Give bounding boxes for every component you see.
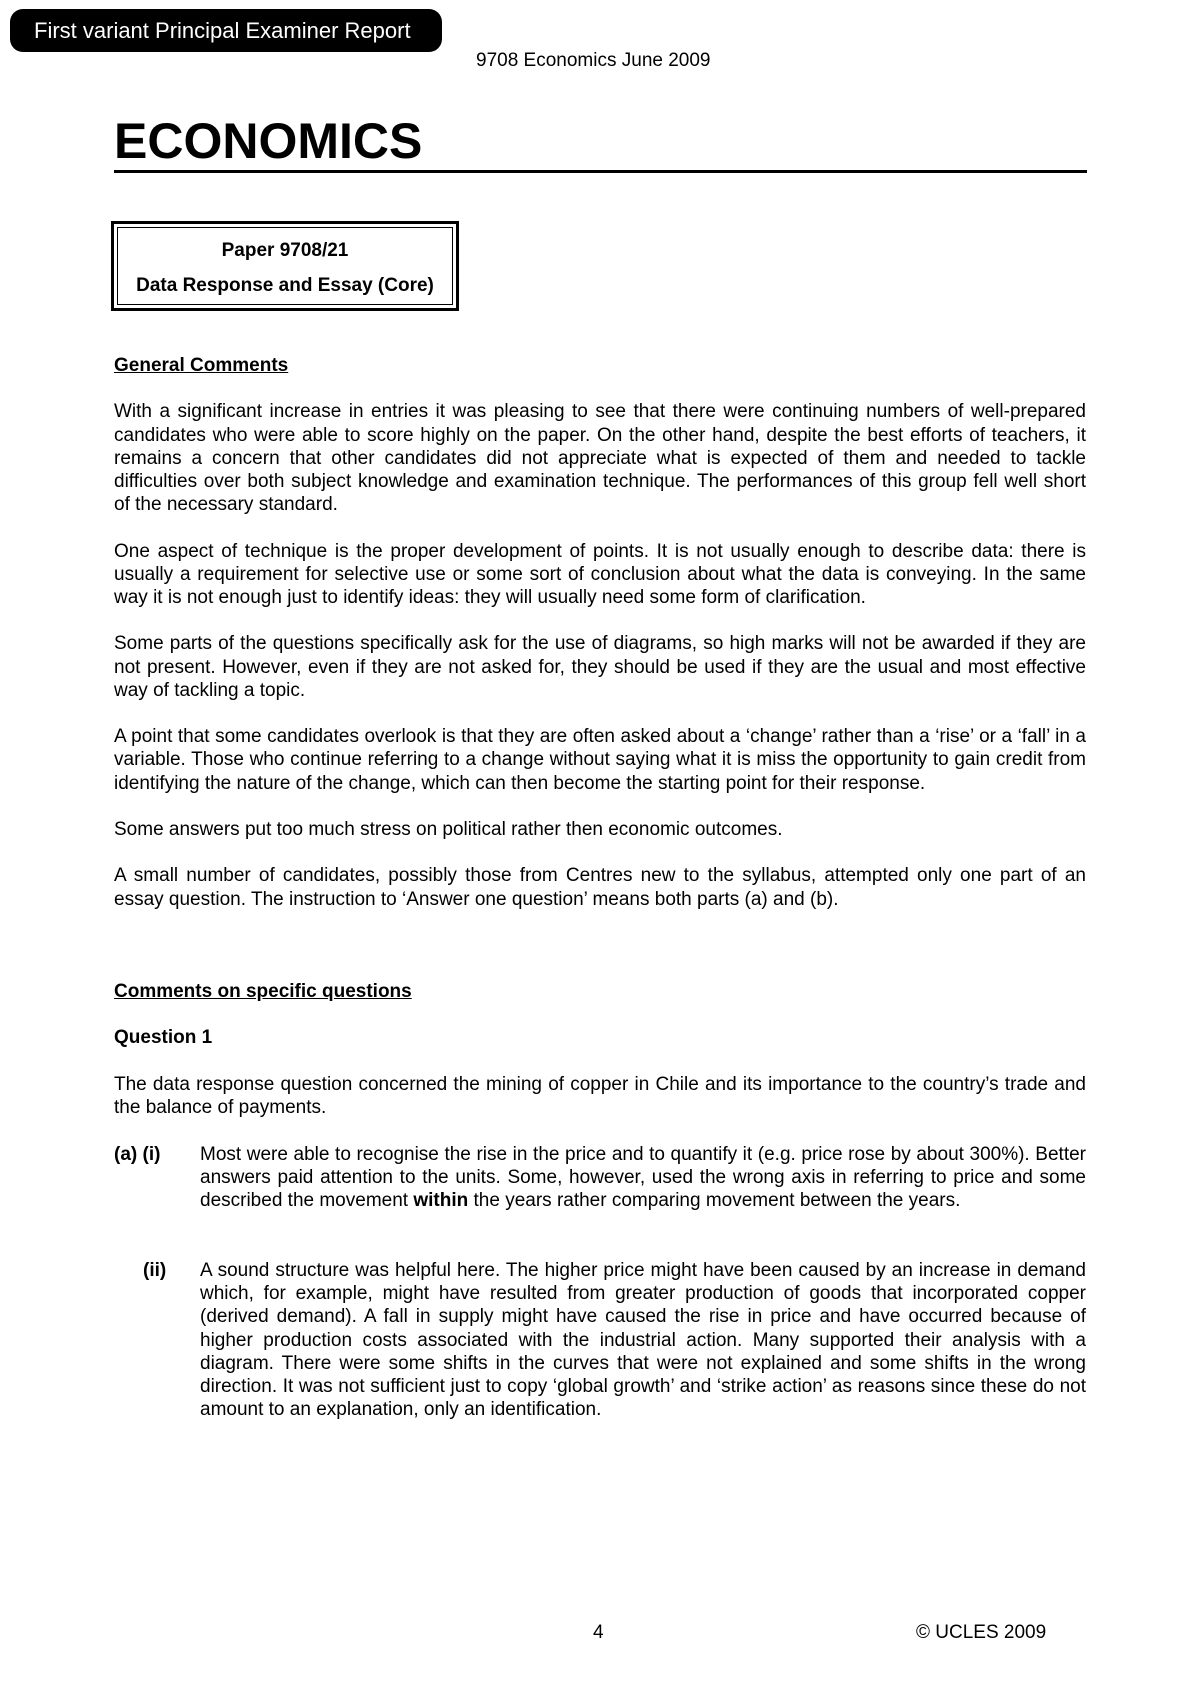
- general-comments-heading: General Comments: [114, 355, 289, 376]
- answer-item-a-i: [114, 1143, 1086, 1238]
- page-title: ECONOMICS: [114, 113, 423, 169]
- paper-name: Data Response and Essay (Core): [136, 275, 434, 296]
- report-banner: First variant Principal Examiner Report: [10, 9, 442, 52]
- item-text: A sound structure was helpful here. The higher price might have been caused by an increase in demand which, for example, might have resulted from greater production of goods that incorporated copper (derived demand). A fall in supply might have caused the rise in price and have occurred because of higher production costs associated with the industrial action. Many supported their analysis with a diagram. There were some shifts in the curves that were not explained and some shifts in the wrong direction. It was not sufficient just to copy ‘global growth’ and ‘strike action’ as reasons since these do not amount to an explanation, only an identification.: [200, 1260, 1086, 1421]
- general-paragraph: With a significant increase in entries it was pleasing to see that there were continuing numbers of well-prepared candidates who were able to score highly on the paper. On the other hand, despite the best efforts of teachers, it remains a concern that other candidates did not appreciate what is expected of them and needed to tackle difficulties over both subject knowledge and examination technique. The performances of this group fell well short of the necessary standard.: [114, 401, 1086, 516]
- general-paragraph: A small number of candidates, possibly those from Centres new to the syllabus, attempted only one part of an essay question. The instruction to ‘Answer one question’ means both parts (a) and (b).: [114, 865, 1086, 910]
- specific-comments-section: [114, 980, 1086, 1142]
- item-text: [200, 1143, 1086, 1213]
- general-comments-section: [114, 354, 1086, 934]
- paper-code: Paper 9708/21: [221, 240, 349, 261]
- item-text-part: Most were able to recognise the rise in the price and to quantify it (e.g. price rose by about 300%). Better answers paid attention to the units. Some, however, used the wrong axis in referring to price and some described the movement: [200, 1144, 1086, 1212]
- page-number: 4: [593, 1622, 604, 1643]
- answer-item-a-ii: [114, 1259, 1086, 1424]
- paper-info-box: [111, 221, 459, 311]
- general-paragraph: One aspect of technique is the proper development of points. It is not usually enough to describe data: there is usually a requirement for selective use or some sort of conclusion about what the data is conveying. In the same way it is not enough just to identify ideas: they will usually need some form of clarification.: [114, 540, 1086, 608]
- copyright-notice: © UCLES 2009: [916, 1622, 1047, 1643]
- item-label: (a) (i): [114, 1144, 161, 1165]
- general-paragraph: Some parts of the questions specifically ask for the use of diagrams, so high marks will not be awarded if they are not present. However, even if they are not asked for, they should be used if they are the usual and most effective way of tackling a topic.: [114, 633, 1086, 701]
- paper-info-box-inner: [117, 227, 453, 305]
- item-label: (ii): [143, 1260, 167, 1281]
- question-title: Question 1: [114, 1027, 213, 1049]
- question-intro: The data response question concerned the mining of copper in Chile and its importance to the country’s trade and the balance of payments.: [114, 1073, 1086, 1118]
- item-text-part: the years rather comparing movement between the years.: [468, 1190, 961, 1212]
- general-paragraph: Some answers put too much stress on political rather then economic outcomes.: [114, 818, 783, 840]
- title-underline-rule: [114, 170, 1087, 173]
- specific-comments-heading: Comments on specific questions: [114, 981, 412, 1002]
- general-paragraph: A point that some candidates overlook is that they are often asked about a ‘change’ rather than a ‘rise’ or a ‘fall’ in a variable. Those who continue referring to a change without saying what it is miss the opportunity to gain credit from identifying the nature of the change, which can then become the starting point for their response.: [114, 726, 1086, 794]
- document-header: 9708 Economics June 2009: [476, 50, 711, 71]
- item-text-emphasis: within: [413, 1190, 469, 1212]
